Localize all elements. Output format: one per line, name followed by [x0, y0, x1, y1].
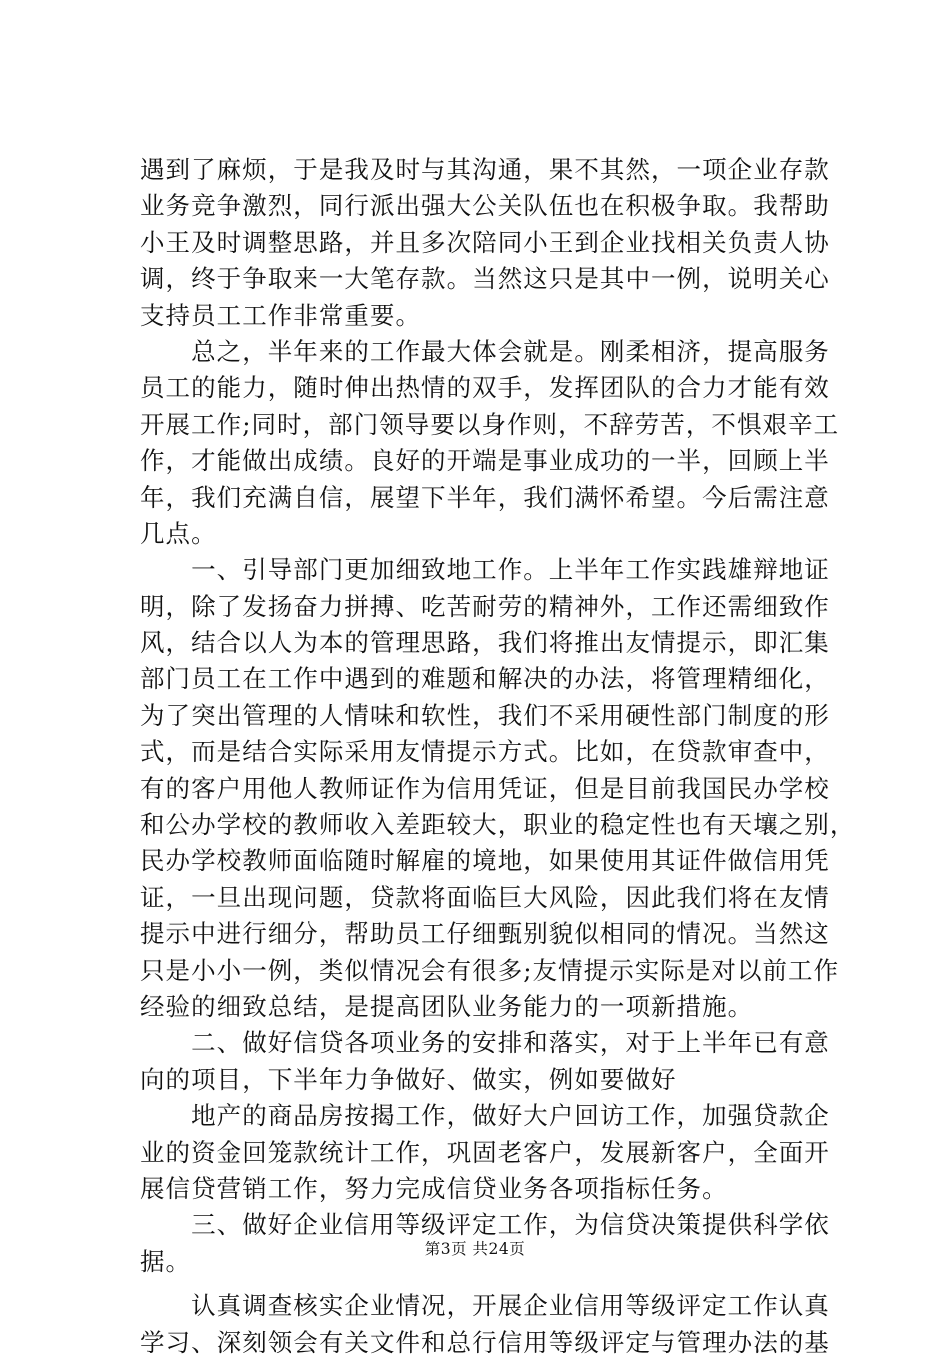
text-line: 展信贷营销工作，努力完成信贷业务各项指标任务。 — [140, 1173, 728, 1203]
text-line: 开展工作;同时，部门领导要以身作则，不辞劳苦，不惧艰辛工 — [140, 409, 840, 439]
text-line: 业的资金回笼款统计工作，巩固老客户，发展新客户，全面开 — [140, 1137, 830, 1167]
text-line: 提示中进行细分，帮助员工仔细甄别貌似相同的情况。当然这 — [140, 919, 830, 949]
text-line: 只是小小一例，类似情况会有很多;友情提示实际是对以前工作 — [140, 955, 840, 985]
text-line: 据。 — [140, 1246, 192, 1276]
text-line: 认真调查核实企业情况，开展企业信用等级评定工作认真 — [140, 1291, 830, 1321]
text-line: 支持员工工作非常重要。 — [140, 300, 422, 330]
text-line: 证，一旦出现问题，贷款将面临巨大风险，因此我们将在友情 — [140, 882, 830, 912]
text-line: 向的项目，下半年力争做好、做实，例如要做好 — [140, 1064, 677, 1094]
text-line: 调，终于争取来一大笔存款。当然这只是其中一例，说明关心 — [140, 264, 830, 294]
paragraph-gap — [140, 1280, 840, 1288]
text-line: 民办学校教师面临随时解雇的境地，如果使用其证件做信用凭 — [140, 846, 830, 876]
text-line: 二、做好信贷各项业务的安排和落实，对于上半年已有意 — [140, 1028, 830, 1058]
text-line: 地产的商品房按揭工作，做好大户回访工作，加强贷款企 — [140, 1101, 830, 1131]
text-line: 风，结合以人为本的管理思路，我们将推出友情提示，即汇集 — [140, 628, 830, 658]
text-line: 和公办学校的教师收入差距较大，职业的稳定性也有天壤之别， — [140, 810, 856, 840]
text-line: 经验的细致总结，是提高团队业务能力的一项新措施。 — [140, 991, 754, 1021]
text-line: 年，我们充满自信，展望下半年，我们满怀希望。今后需注意 — [140, 482, 830, 512]
text-line: 三、做好企业信用等级评定工作，为信贷决策提供科学依 — [140, 1210, 830, 1240]
text-line: 总之，半年来的工作最大体会就是。刚柔相济，提高服务 — [140, 336, 830, 366]
text-line: 业务竞争激烈，同行派出强大公关队伍也在积极争取。我帮助 — [140, 191, 830, 221]
text-line: 部门员工在工作中遇到的难题和解决的办法，将管理精细化， — [140, 664, 830, 694]
text-line: 遇到了麻烦，于是我及时与其沟通，果不其然，一项企业存款 — [140, 155, 830, 184]
text-line: 一、引导部门更加细致地工作。上半年工作实践雄辩地证 — [140, 555, 830, 585]
text-line: 式，而是结合实际采用友情提示方式。比如，在贷款审查中， — [140, 737, 830, 767]
text-line: 作，才能做出成绩。良好的开端是事业成功的一半，回顾上半 — [140, 446, 830, 476]
text-line: 几点。 — [140, 518, 217, 548]
page-number-footer: 第3页 共24页 — [424, 1240, 526, 1258]
text-line: 明，除了发扬奋力拼搏、吃苦耐劳的精神外，工作还需细致作 — [140, 591, 830, 621]
body-text — [140, 152, 856, 1361]
text-line: 小王及时调整思路，并且多次陪同小王到企业找相关负责人协 — [140, 227, 830, 257]
text-line: 员工的能力，随时伸出热情的双手，发挥团队的合力才能有效 — [140, 373, 830, 403]
text-line: 有的客户用他人教师证作为信用凭证，但是目前我国民办学校 — [140, 773, 830, 803]
text-line: 学习、深刻领会有关文件和总行信用等级评定与管理办法的基 — [140, 1327, 830, 1357]
text-line: 为了突出管理的人情味和软性，我们不采用硬性部门制度的形 — [140, 700, 830, 730]
